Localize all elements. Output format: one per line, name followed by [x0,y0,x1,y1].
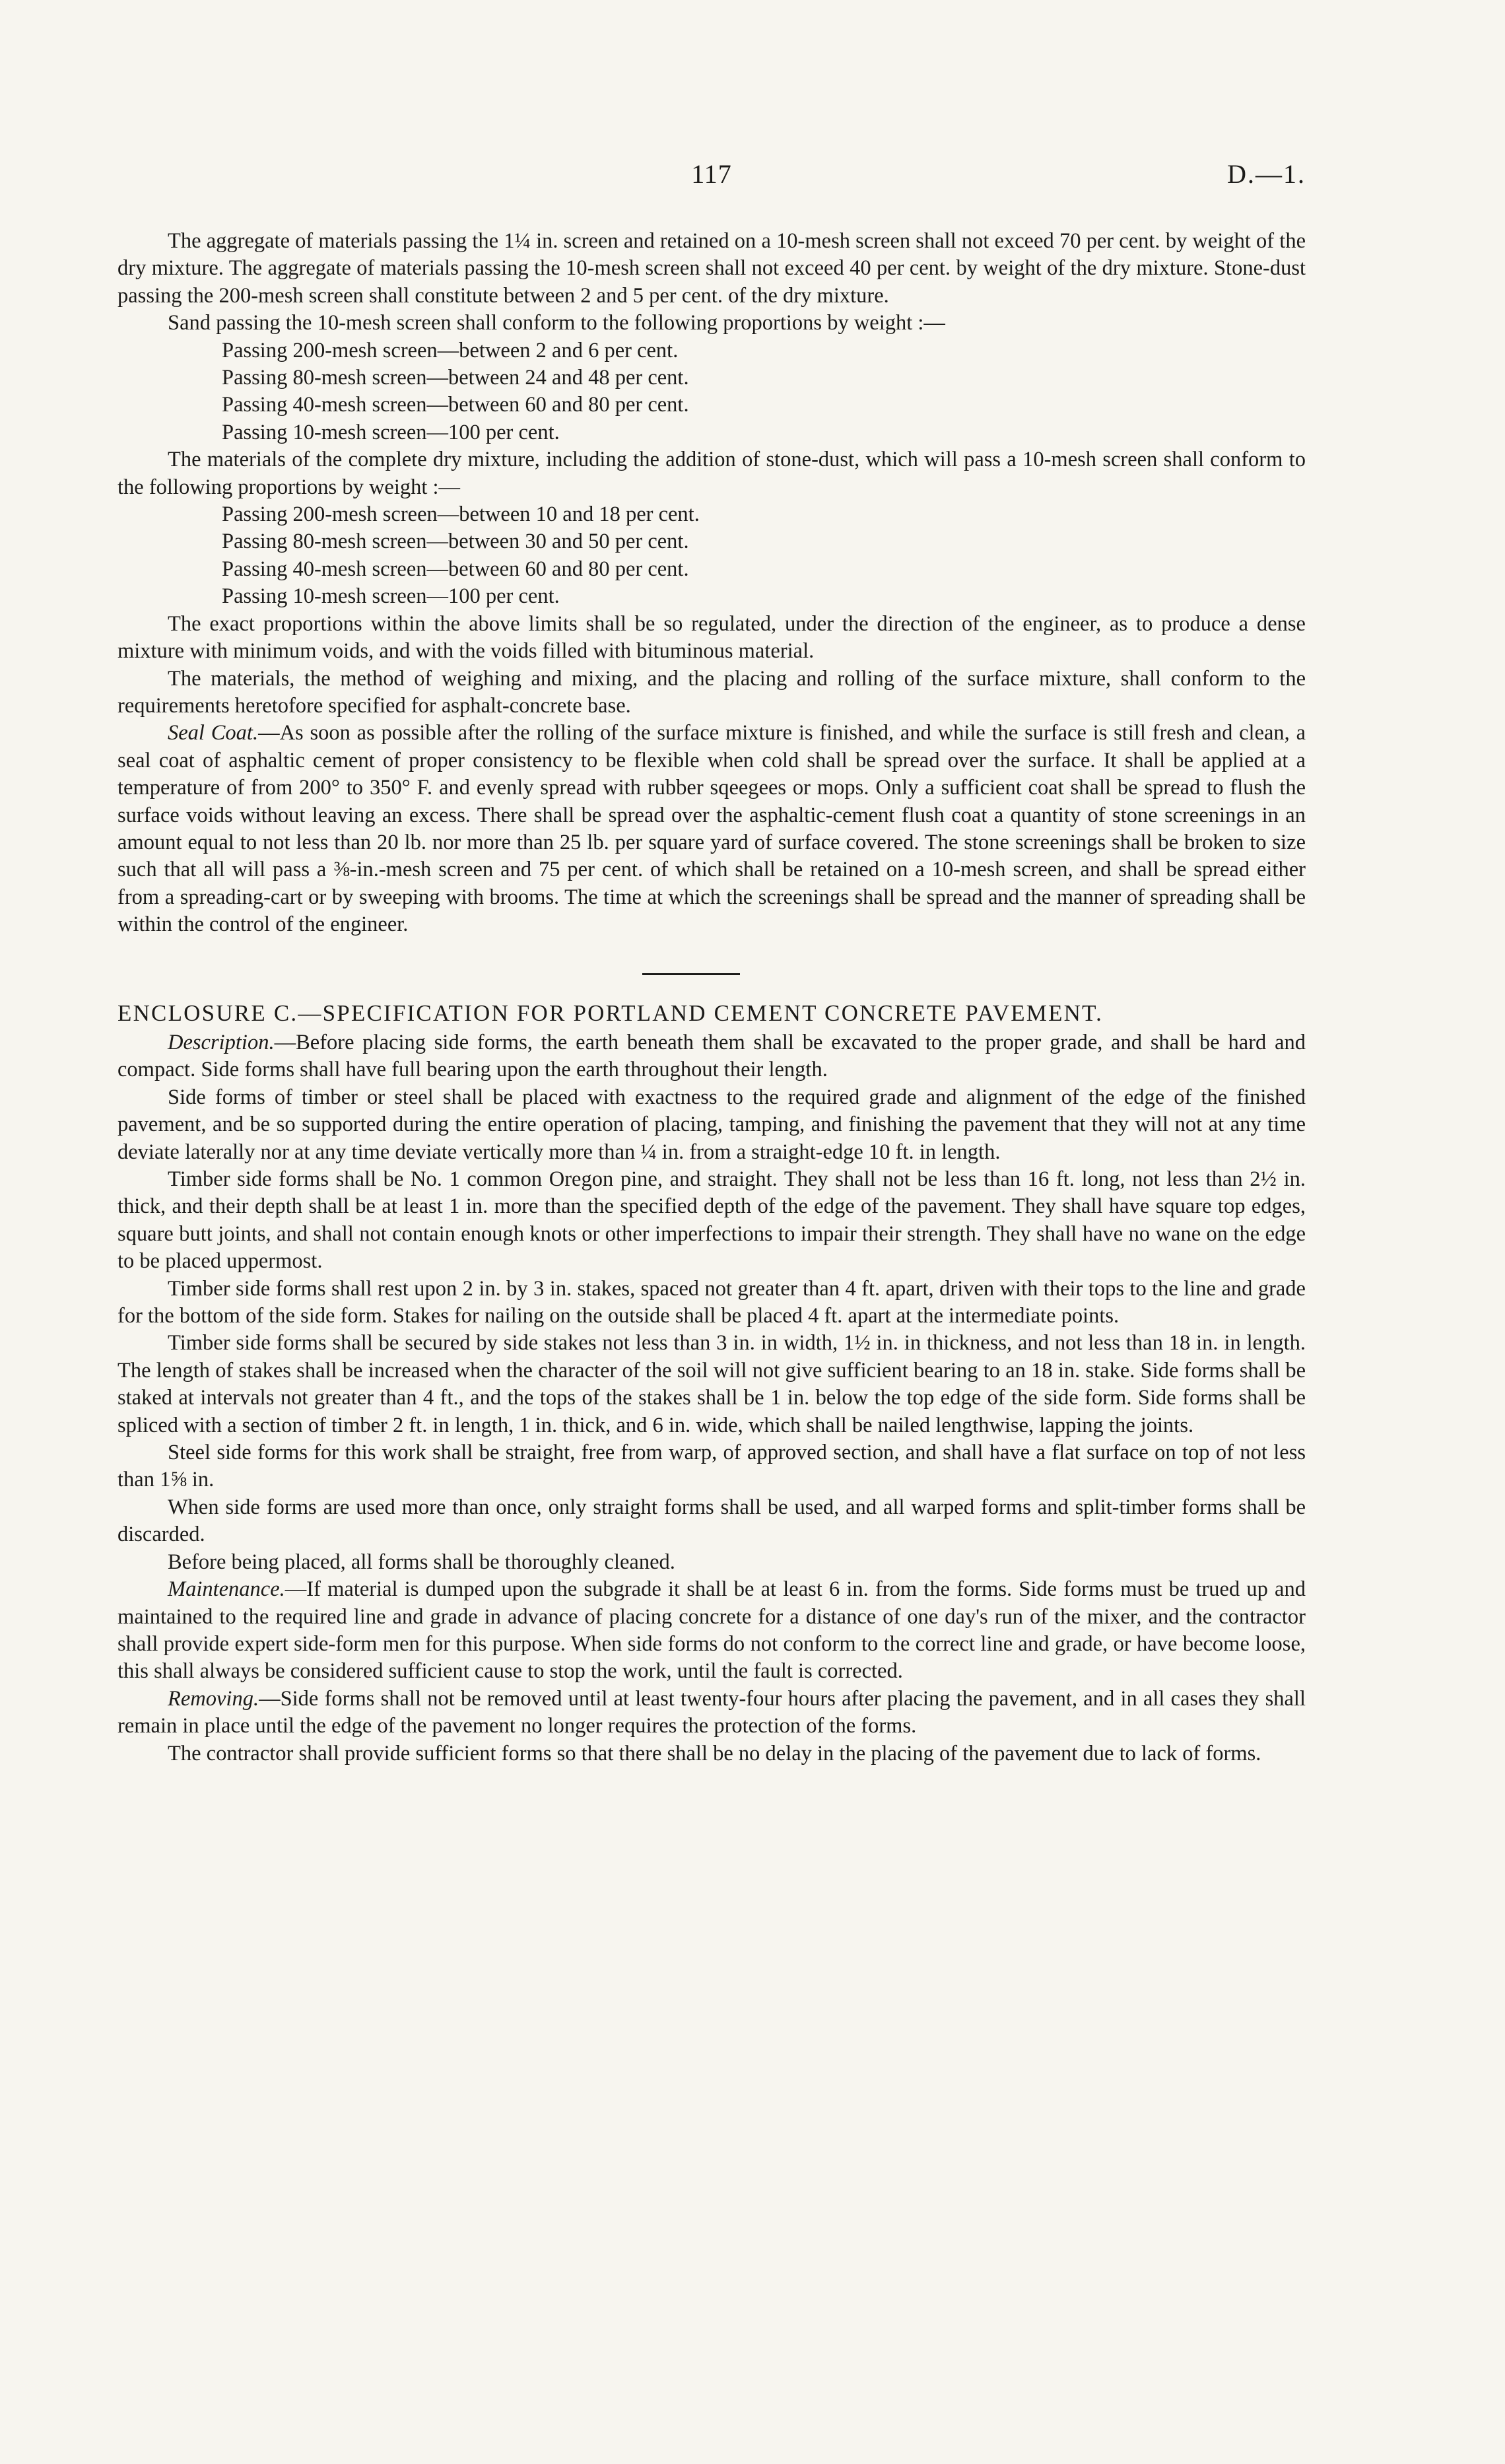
paragraph-text: —If material is dumped upon the subgrade it shall be at least 6 in. from the forms. Side forms must be trued up and maintained to the required line and grade in advance of placing concrete for a distance of one day's run of the mixer, and the contractor shall provide expert side-form men for this purpose. When side forms do not conform to the correct line and grade, or have become loose, this shall always be considered sufficient cause to stop the work, until the fault is corrected. [117,1577,1306,1684]
paragraph: Steel side forms for this work shall be straight, free from warp, of approved section, and shall have a flat surface on top of not less than 1⅝ in. [117,1441,1306,1492]
description-paragraph [117,1029,1306,1084]
maintenance-paragraph [117,1576,1306,1686]
document-reference: D.—1. [1227,159,1306,189]
seal-coat-paragraph [117,720,1306,938]
list-item: Passing 200-mesh screen—between 10 and 18 per cent. [222,502,700,527]
paragraph-text: —Before placing side forms, the earth beneath them shall be excavated to the proper grade, and shall be hard and compact. Side forms shall have full bearing upon the earth throughout their length. [117,1030,1306,1082]
paragraph: Sand passing the 10-mesh screen shall conform to the following proportions by weight :— [168,311,945,335]
list-item: Passing 40-mesh screen—between 60 and 80 per cent. [222,557,689,581]
list-item: Passing 80-mesh screen—between 30 and 50 per cent. [222,530,689,554]
section-heading: ENCLOSURE C.—SPECIFICATION FOR PORTLAND CEMENT CONCRETE PAVEMENT. [117,1000,1104,1026]
list-item: Passing 200-mesh screen—between 2 and 6 per cent. [222,338,679,362]
paragraph: Timber side forms shall be No. 1 common Oregon pine, and straight. They shall not be less than 16 ft. long, not less than 2½ in. thick, and their depth shall be at least 1 in. more than the specified depth of the edge of the pavement. They shall have square top edges, square butt joints, and shall not contain enough knots or other imperfections to impair their strength. They shall have no wane on the edge to be placed uppermost. [117,1167,1306,1274]
paragraph: The materials of the complete dry mixture, including the addition of stone-dust, which will pass a 10-mesh screen shall conform to the following proportions by weight :— [117,448,1306,499]
list-item: Passing 10-mesh screen—100 per cent. [222,420,560,444]
divider-line [642,973,740,975]
paragraph: Before being placed, all forms shall be thoroughly cleaned. [168,1550,675,1574]
paragraph: The aggregate of materials passing the 1¼ in. screen and retained on a 10-mesh screen shall not exceed 70 per cent. by weight of the dry mixture. The aggregate of materials passing the 10-mesh screen shall not exceed 40 per cent. by weight of the dry mixture. Stone-dust passing the 200-mesh screen shall constitute between 2 and 5 per cent. of the dry mixture. [117,229,1306,308]
section-label: Seal Coat. [168,721,259,745]
list-item: Passing 40-mesh screen—between 60 and 80 per cent. [222,393,689,417]
page-number: 117 [691,159,732,189]
sand-proportions-list [117,337,1306,447]
paragraph-text: —Side forms shall not be removed until at least twenty-four hours after placing the pavement, and in all cases they shall remain in place until the edge of the pavement no longer requires the protection of the forms. [117,1686,1306,1738]
section-label: Removing. [168,1686,259,1711]
section-label: Maintenance. [168,1577,285,1602]
paragraph: The exact proportions within the above limits shall be so regulated, under the direction of the engineer, as to produce a dense mixture with minimum voids, and with the voids filled with bituminous material. [117,611,1306,664]
page-body [117,228,1306,1767]
mixture-proportions-list [117,501,1306,611]
paragraph: When side forms are used more than once, only straight forms shall be used, and all warped forms and split-timber forms shall be discarded. [117,1495,1306,1547]
paragraph: The contractor shall provide sufficient forms so that there shall be no delay in the placing of the pavement due to lack of forms. [168,1741,1261,1765]
paragraph-text: —As soon as possible after the rolling of the surface mixture is finished, and while the surface is still fresh and clean, a seal coat of asphaltic cement of proper consistency to be flexible when cold shall be spread over the surface. It shall be applied at a temperature of from 200° to 350° F. and evenly spread with rubber sqeegees or mops. Only a sufficient coat shall be spread to flush the surface voids without leaving an excess. There shall be spread over the asphaltic-cement flush coat a quantity of stone screenings in an amount equal to not less than 20 lb. nor more than 25 lb. per square yard of surface covered. The stone screenings shall be broken to size such that all will pass a ⅜-in.-mesh screen and 75 per cent. of which shall be retained on a 10-mesh screen, and shall be spread either from a spreading-cart or by sweeping with brooms. The time at which the screenings shall be spread and the manner of spreading shall be within the control of the engineer. [117,721,1306,937]
section-label: Description. [168,1030,275,1054]
section-divider [117,939,1306,1000]
paragraph: Timber side forms shall be secured by side stakes not less than 3 in. in width, 1½ in. in thickness, and not less than 18 in. in length. The length of stakes shall be increased when the character of the soil will not give sufficient bearing to an 18 in. stake. Side forms shall be staked at intervals not greater than 4 ft., and the tops of the stakes shall be 1 in. below the top edge of the side form. Side forms shall be spliced with a section of timber 2 ft. in length, 1 in. thick, and 6 in. wide, which shall be nailed lengthwise, lapping the joints. [117,1331,1306,1437]
page-header [117,158,1306,198]
list-item: Passing 80-mesh screen—between 24 and 48 per cent. [222,366,689,390]
list-item: Passing 10-mesh screen—100 per cent. [222,584,560,609]
paragraph: Side forms of timber or steel shall be placed with exactness to the required grade and alignment of the edge of the finished pavement, and be so supported during the entire operation of placing, tamping, and finishing the pavement that they will not at any time deviate laterally nor at any time deviate vertically more than ¼ in. from a straight-edge 10 ft. in length. [117,1085,1306,1164]
paragraph: The materials, the method of weighing and mixing, and the placing and rolling of the surface mixture, shall conform to the requirements heretofore specified for asphalt-concrete base. [117,666,1306,718]
removing-paragraph [117,1686,1306,1740]
paragraph: Timber side forms shall rest upon 2 in. by 3 in. stakes, spaced not greater than 4 ft. apart, driven with their tops to the line and grade for the bottom of the side form. Stakes for nailing on the outside shall be placed 4 ft. apart at the intermediate points. [117,1276,1306,1328]
